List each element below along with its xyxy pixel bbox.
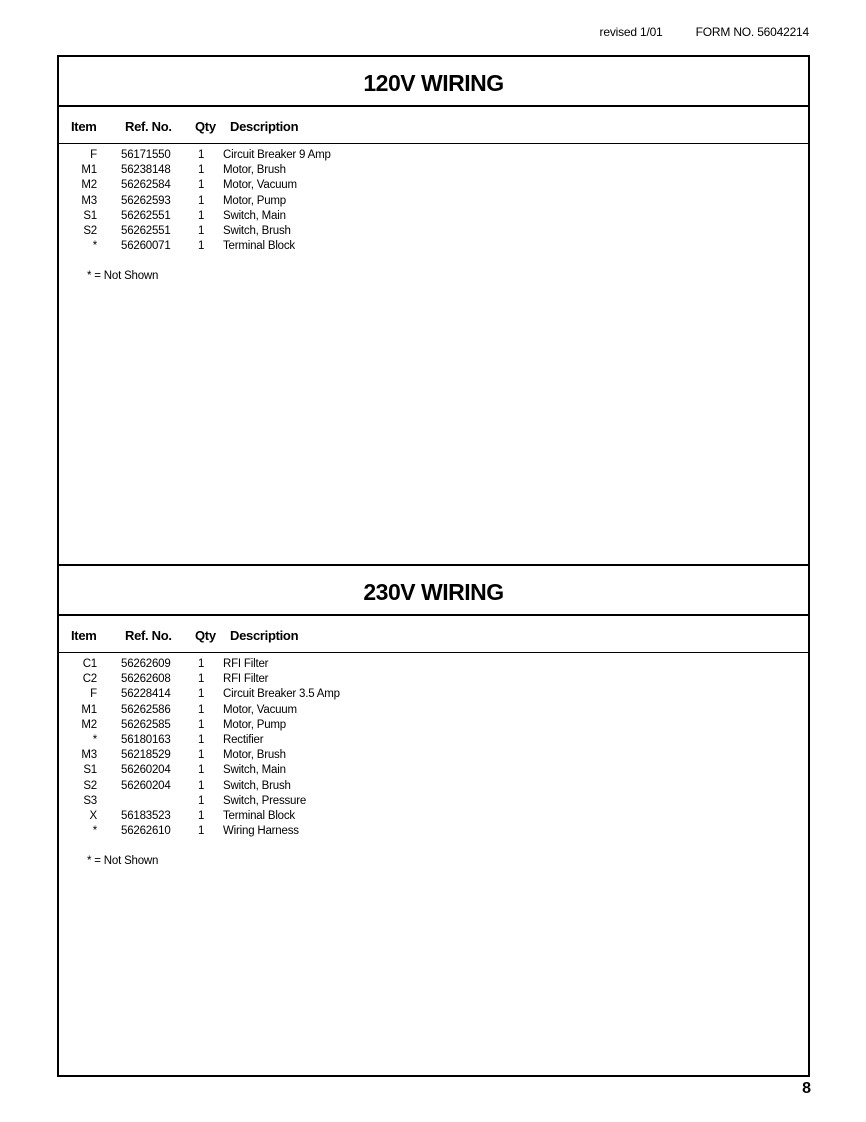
table-row	[59, 164, 808, 179]
section-title: 120V WIRING	[59, 57, 808, 107]
column-header-description: Description	[230, 628, 299, 643]
item-cell: X	[89, 809, 97, 822]
desc-cell: RFI Filter	[223, 673, 269, 686]
ref-cell: 56260204	[121, 764, 171, 777]
qty-cell: 1	[198, 779, 205, 792]
item-cell: F	[90, 149, 97, 161]
qty-cell: 1	[198, 749, 205, 762]
section-230v-wiring	[59, 564, 808, 1075]
qty-cell: 1	[198, 794, 205, 807]
item-cell: C1	[82, 658, 97, 670]
item-cell: S2	[83, 779, 97, 792]
qty-cell: 1	[198, 240, 205, 253]
table-row	[59, 764, 808, 779]
ref-cell: 56262584	[121, 179, 171, 192]
item-cell: S1	[83, 209, 97, 222]
table-row	[59, 195, 808, 210]
table-row	[59, 795, 808, 810]
column-header-row	[59, 616, 808, 653]
ref-cell: 56262608	[121, 673, 171, 686]
desc-cell: RFI Filter	[223, 658, 269, 670]
ref-cell: 56262593	[121, 194, 171, 207]
desc-cell: Switch, Pressure	[223, 794, 307, 807]
column-header-item: Item	[71, 119, 97, 134]
desc-cell: Switch, Main	[223, 209, 286, 222]
table-row	[59, 780, 808, 795]
desc-cell: Circuit Breaker 9 Amp	[223, 149, 331, 161]
section-title: 230V WIRING	[59, 566, 808, 616]
item-cell: *	[92, 825, 97, 838]
ref-cell: 56262585	[121, 718, 171, 731]
item-cell: M2	[81, 179, 97, 192]
item-cell: C2	[82, 673, 97, 686]
item-cell: *	[92, 733, 97, 746]
qty-cell: 1	[198, 179, 205, 192]
column-header-item: Item	[71, 628, 97, 643]
desc-cell: Switch, Main	[223, 764, 286, 777]
table-row	[59, 810, 808, 825]
desc-cell: Motor, Brush	[223, 749, 286, 762]
section-120v-wiring	[59, 57, 808, 564]
desc-cell: Circuit Breaker 3.5 Amp	[223, 688, 340, 701]
item-cell: *	[92, 240, 97, 253]
form-number: FORM NO. 56042214	[695, 25, 809, 39]
desc-cell: Switch, Brush	[223, 779, 291, 792]
desc-cell: Motor, Brush	[223, 164, 286, 177]
ref-cell: 56262610	[121, 825, 171, 838]
table-row	[59, 179, 808, 194]
ref-cell: 56260204	[121, 779, 171, 792]
table-row	[59, 658, 808, 673]
not-shown-note: * = Not Shown	[87, 270, 159, 283]
qty-cell: 1	[198, 658, 205, 670]
qty-cell: 1	[198, 149, 205, 161]
item-cell: M3	[81, 749, 97, 762]
qty-cell: 1	[198, 733, 205, 746]
column-header-description: Description	[230, 119, 299, 134]
ref-cell: 56183523	[121, 809, 171, 822]
qty-cell: 1	[198, 194, 205, 207]
qty-cell: 1	[198, 809, 205, 822]
table-row	[59, 734, 808, 749]
table-row	[59, 719, 808, 734]
column-header-row	[59, 107, 808, 144]
ref-cell: 56260071	[121, 240, 171, 253]
ref-cell: 56238148	[121, 164, 171, 177]
column-header-qty: Qty	[195, 119, 216, 134]
not-shown-note: * = Not Shown	[87, 855, 159, 868]
item-cell: S1	[83, 764, 97, 777]
qty-cell: 1	[198, 688, 205, 701]
item-cell: S3	[83, 794, 97, 807]
table-row	[59, 673, 808, 688]
page-header	[600, 25, 809, 39]
ref-cell: 56180163	[121, 733, 171, 746]
desc-cell: Terminal Block	[223, 809, 295, 822]
desc-cell: Switch, Brush	[223, 224, 291, 237]
parts-rows	[59, 144, 808, 255]
parts-rows	[59, 653, 808, 840]
item-cell: M2	[81, 718, 97, 731]
ref-cell: 56228414	[121, 688, 171, 701]
page-number: 8	[802, 1080, 811, 1097]
item-cell: M1	[81, 164, 97, 177]
qty-cell: 1	[198, 164, 205, 177]
desc-cell: Rectifier	[223, 733, 264, 746]
qty-cell: 1	[198, 673, 205, 686]
desc-cell: Wiring Harness	[223, 825, 299, 838]
ref-cell: 56262609	[121, 658, 171, 670]
qty-cell: 1	[198, 224, 205, 237]
table-row	[59, 825, 808, 840]
table-row	[59, 704, 808, 719]
item-cell: S2	[83, 224, 97, 237]
column-header-ref-no: Ref. No.	[125, 628, 172, 643]
table-row	[59, 749, 808, 764]
ref-cell: 56262551	[121, 209, 171, 222]
ref-cell: 56262586	[121, 703, 171, 716]
item-cell: F	[90, 688, 97, 701]
desc-cell: Motor, Pump	[223, 194, 286, 207]
ref-cell: 56171550	[121, 149, 171, 161]
item-cell: M1	[81, 703, 97, 716]
column-header-qty: Qty	[195, 628, 216, 643]
qty-cell: 1	[198, 764, 205, 777]
qty-cell: 1	[198, 703, 205, 716]
desc-cell: Motor, Vacuum	[223, 179, 297, 192]
table-row	[59, 225, 808, 240]
table-row	[59, 240, 808, 255]
table-row	[59, 149, 808, 164]
item-cell: M3	[81, 194, 97, 207]
qty-cell: 1	[198, 718, 205, 731]
desc-cell: Motor, Vacuum	[223, 703, 297, 716]
qty-cell: 1	[198, 209, 205, 222]
desc-cell: Terminal Block	[223, 240, 295, 253]
qty-cell: 1	[198, 825, 205, 838]
ref-cell: 56218529	[121, 749, 171, 762]
column-header-ref-no: Ref. No.	[125, 119, 172, 134]
parts-list-frame	[57, 55, 810, 1077]
desc-cell: Motor, Pump	[223, 718, 286, 731]
table-row	[59, 210, 808, 225]
table-row	[59, 688, 808, 703]
revision-label: revised 1/01	[599, 25, 663, 39]
ref-cell: 56262551	[121, 224, 171, 237]
